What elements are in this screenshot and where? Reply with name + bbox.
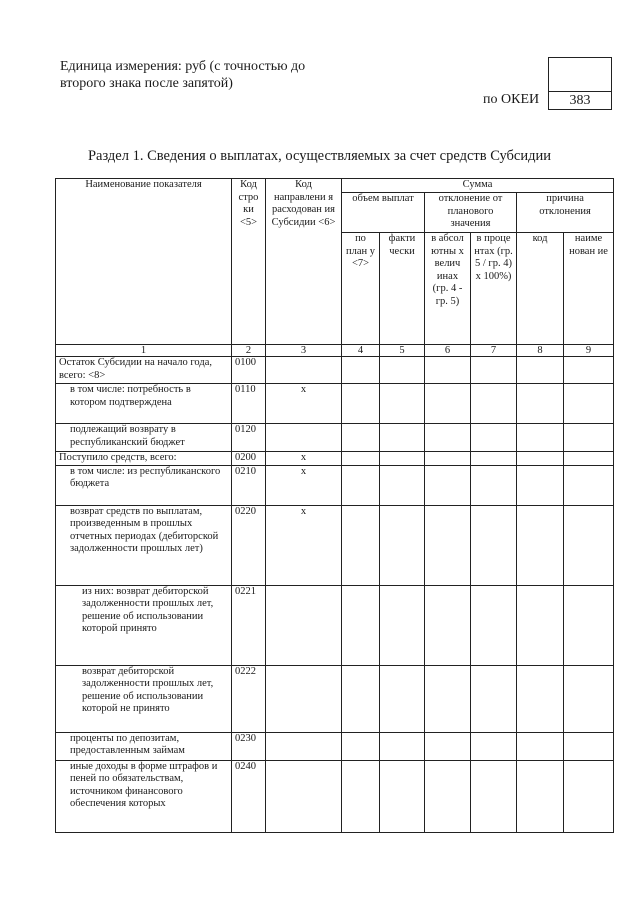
value-cell [342, 760, 380, 832]
value-cell [342, 357, 380, 384]
value-cell [380, 732, 425, 760]
row-direction [266, 665, 342, 732]
row-name: подлежащий возврату в республиканский бюджет [56, 424, 232, 452]
value-cell [342, 424, 380, 452]
value-cell [425, 452, 471, 466]
value-cell [564, 585, 614, 665]
okei-code: 383 [548, 91, 612, 110]
value-cell [380, 384, 425, 424]
row-direction [266, 732, 342, 760]
row-direction [266, 424, 342, 452]
row-direction [266, 357, 342, 384]
value-cell [425, 357, 471, 384]
value-cell [471, 357, 517, 384]
value-cell [471, 505, 517, 585]
row-code: 0210 [232, 465, 266, 505]
header-reason: причина отклонения [517, 193, 614, 233]
value-cell [342, 465, 380, 505]
value-cell [342, 585, 380, 665]
table-row [56, 505, 614, 585]
row-code: 0222 [232, 665, 266, 732]
col-num: 6 [425, 345, 471, 357]
value-cell [425, 732, 471, 760]
value-cell [564, 357, 614, 384]
header-volume: объем выплат [342, 193, 425, 233]
value-cell [342, 732, 380, 760]
header-abs: в абсол ютны х велич инах (гр. 4 - гр. 5) [425, 233, 471, 345]
value-cell [471, 585, 517, 665]
row-name: иные доходы в форме штрафов и пеней по обязательствам, источником финансового обеспечения которых [56, 760, 232, 832]
value-cell [471, 384, 517, 424]
value-cell [471, 665, 517, 732]
value-cell [517, 357, 564, 384]
value-cell [517, 732, 564, 760]
value-cell [342, 665, 380, 732]
value-cell [564, 505, 614, 585]
row-name: проценты по депозитам, предоставленным займам [56, 732, 232, 760]
value-cell [564, 465, 614, 505]
value-cell [564, 452, 614, 466]
header-reason-name: наиме нован ие [564, 233, 614, 345]
value-cell [342, 384, 380, 424]
value-cell [564, 732, 614, 760]
table-row [56, 465, 614, 505]
row-name: Остаток Субсидии на начало года, всего: <8> [56, 357, 232, 384]
value-cell [517, 452, 564, 466]
value-cell [564, 665, 614, 732]
row-code: 0110 [232, 384, 266, 424]
value-cell [517, 585, 564, 665]
row-code: 0230 [232, 732, 266, 760]
table-row [56, 760, 614, 832]
row-direction: x [266, 384, 342, 424]
units-text: Единица измерения: руб (с точностью до второго знака после запятой) [60, 59, 306, 91]
col-num: 3 [266, 345, 342, 357]
col-num: 4 [342, 345, 380, 357]
table-row [56, 357, 614, 384]
value-cell [380, 452, 425, 466]
value-cell [471, 465, 517, 505]
value-cell [425, 585, 471, 665]
col-num: 2 [232, 345, 266, 357]
row-direction [266, 585, 342, 665]
row-name: из них: возврат дебиторской задолженности прошлых лет, решение об использовании которой принято [56, 585, 232, 665]
value-cell [517, 384, 564, 424]
section-title: Раздел 1. Сведения о выплатах, осуществляемых за счет средств Субсидии [87, 148, 552, 164]
row-direction: x [266, 505, 342, 585]
header-name: Наименование показателя [56, 179, 232, 345]
value-cell [517, 465, 564, 505]
value-cell [380, 585, 425, 665]
row-direction: x [266, 452, 342, 466]
value-cell [380, 665, 425, 732]
value-cell [517, 760, 564, 832]
value-cell [471, 424, 517, 452]
header-direction: Код направлени я расходован ия Субсидии <6> [266, 179, 342, 345]
value-cell [342, 505, 380, 585]
payments-table [55, 178, 614, 833]
row-name: в том числе: из республиканского бюджета [56, 465, 232, 505]
value-cell [342, 452, 380, 466]
col-num: 1 [56, 345, 232, 357]
value-cell [380, 505, 425, 585]
row-direction [266, 760, 342, 832]
header-deviation: отклонение от планового значения [425, 193, 517, 233]
value-cell [564, 760, 614, 832]
okei-label: по ОКЕИ [483, 92, 540, 107]
value-cell [564, 424, 614, 452]
row-code: 0240 [232, 760, 266, 832]
value-cell [471, 732, 517, 760]
col-num: 9 [564, 345, 614, 357]
value-cell [380, 760, 425, 832]
row-direction: x [266, 465, 342, 505]
row-name: Поступило средств, всего: [56, 452, 232, 466]
header-code: Код стро ки <5> [232, 179, 266, 345]
col-num: 7 [471, 345, 517, 357]
header-fact: факти чески [380, 233, 425, 345]
value-cell [425, 465, 471, 505]
table-row [56, 732, 614, 760]
row-name: возврат средств по выплатам, произведенным в прошлых отчетных периодах (дебиторской задолженности прошлых лет) [56, 505, 232, 585]
value-cell [425, 505, 471, 585]
value-cell [425, 384, 471, 424]
table-row [56, 452, 614, 466]
value-cell [564, 384, 614, 424]
value-cell [517, 505, 564, 585]
row-code: 0100 [232, 357, 266, 384]
value-cell [425, 424, 471, 452]
value-cell [471, 760, 517, 832]
table-row [56, 424, 614, 452]
row-code: 0200 [232, 452, 266, 466]
value-cell [380, 424, 425, 452]
value-cell [517, 424, 564, 452]
table-row [56, 665, 614, 732]
header-reason-code: код [517, 233, 564, 345]
table-row [56, 585, 614, 665]
header-pct: в проце нтах (гр. 5 / гр. 4) x 100%) [471, 233, 517, 345]
value-cell [517, 665, 564, 732]
column-numbers-row [56, 345, 614, 357]
value-cell [380, 357, 425, 384]
table-row [56, 384, 614, 424]
value-cell [425, 760, 471, 832]
header-sum: Сумма [342, 179, 614, 193]
value-cell [471, 452, 517, 466]
value-cell [425, 665, 471, 732]
row-name: возврат дебиторской задолженности прошлых лет, решение об использовании которой не принято [56, 665, 232, 732]
row-code: 0120 [232, 424, 266, 452]
col-num: 8 [517, 345, 564, 357]
col-num: 5 [380, 345, 425, 357]
row-code: 0221 [232, 585, 266, 665]
value-cell [380, 465, 425, 505]
row-code: 0220 [232, 505, 266, 585]
header-plan: по план у <7> [342, 233, 380, 345]
row-name: в том числе: потребность в котором подтверждена [56, 384, 232, 424]
